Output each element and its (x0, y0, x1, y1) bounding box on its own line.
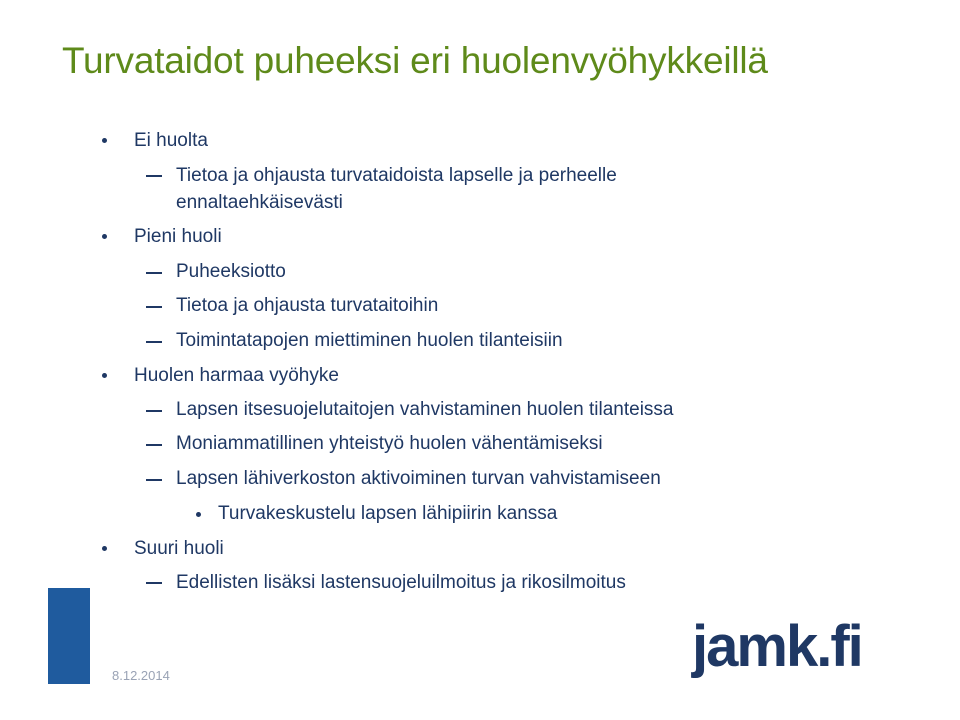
dash-icon (146, 479, 162, 481)
list-item: Puheeksiotto (176, 261, 286, 282)
dash-icon (146, 272, 162, 274)
dash-icon (146, 410, 162, 412)
dash-icon (146, 341, 162, 343)
list-item: Huolen harmaa vyöhyke (134, 365, 339, 386)
list-item: Tietoa ja ohjausta turvataidoista lapselle ja perheelle (176, 165, 617, 186)
jamk-logo (688, 618, 918, 690)
bullet-icon (196, 512, 201, 517)
bullet-icon (102, 234, 107, 239)
list-item: Pieni huoli (134, 226, 222, 247)
accent-bar (48, 588, 90, 684)
list-item: Lapsen lähiverkoston aktivoiminen turvan vahvistamiseen (176, 468, 661, 489)
dash-icon (146, 306, 162, 308)
dash-icon (146, 444, 162, 446)
list-item: ennaltaehkäisevästi (176, 192, 343, 213)
bullet-icon (102, 138, 107, 143)
list-item: Suuri huoli (134, 538, 224, 559)
logo-text: jamk.fi (692, 618, 862, 679)
bullet-icon (102, 546, 107, 551)
dash-icon (146, 175, 162, 177)
list-item: Turvakeskustelu lapsen lähipiirin kanssa (218, 503, 558, 524)
list-item: Tietoa ja ohjausta turvataitoihin (176, 295, 439, 316)
list-item: Toimintatapojen miettiminen huolen tilanteisiin (176, 330, 563, 351)
list-item: Lapsen itsesuojelutaitojen vahvistaminen huolen tilanteissa (176, 399, 674, 420)
slide-title: Turvataidot puheeksi eri huolenvyöhykkeillä (62, 40, 768, 81)
bullet-icon (102, 373, 107, 378)
slide-date: 8.12.2014 (112, 668, 170, 683)
list-item: Moniammatillinen yhteistyö huolen vähentämiseksi (176, 433, 603, 454)
list-item: Edellisten lisäksi lastensuojeluilmoitus ja rikosilmoitus (176, 572, 626, 593)
list-item: Ei huolta (134, 130, 208, 151)
dash-icon (146, 582, 162, 584)
